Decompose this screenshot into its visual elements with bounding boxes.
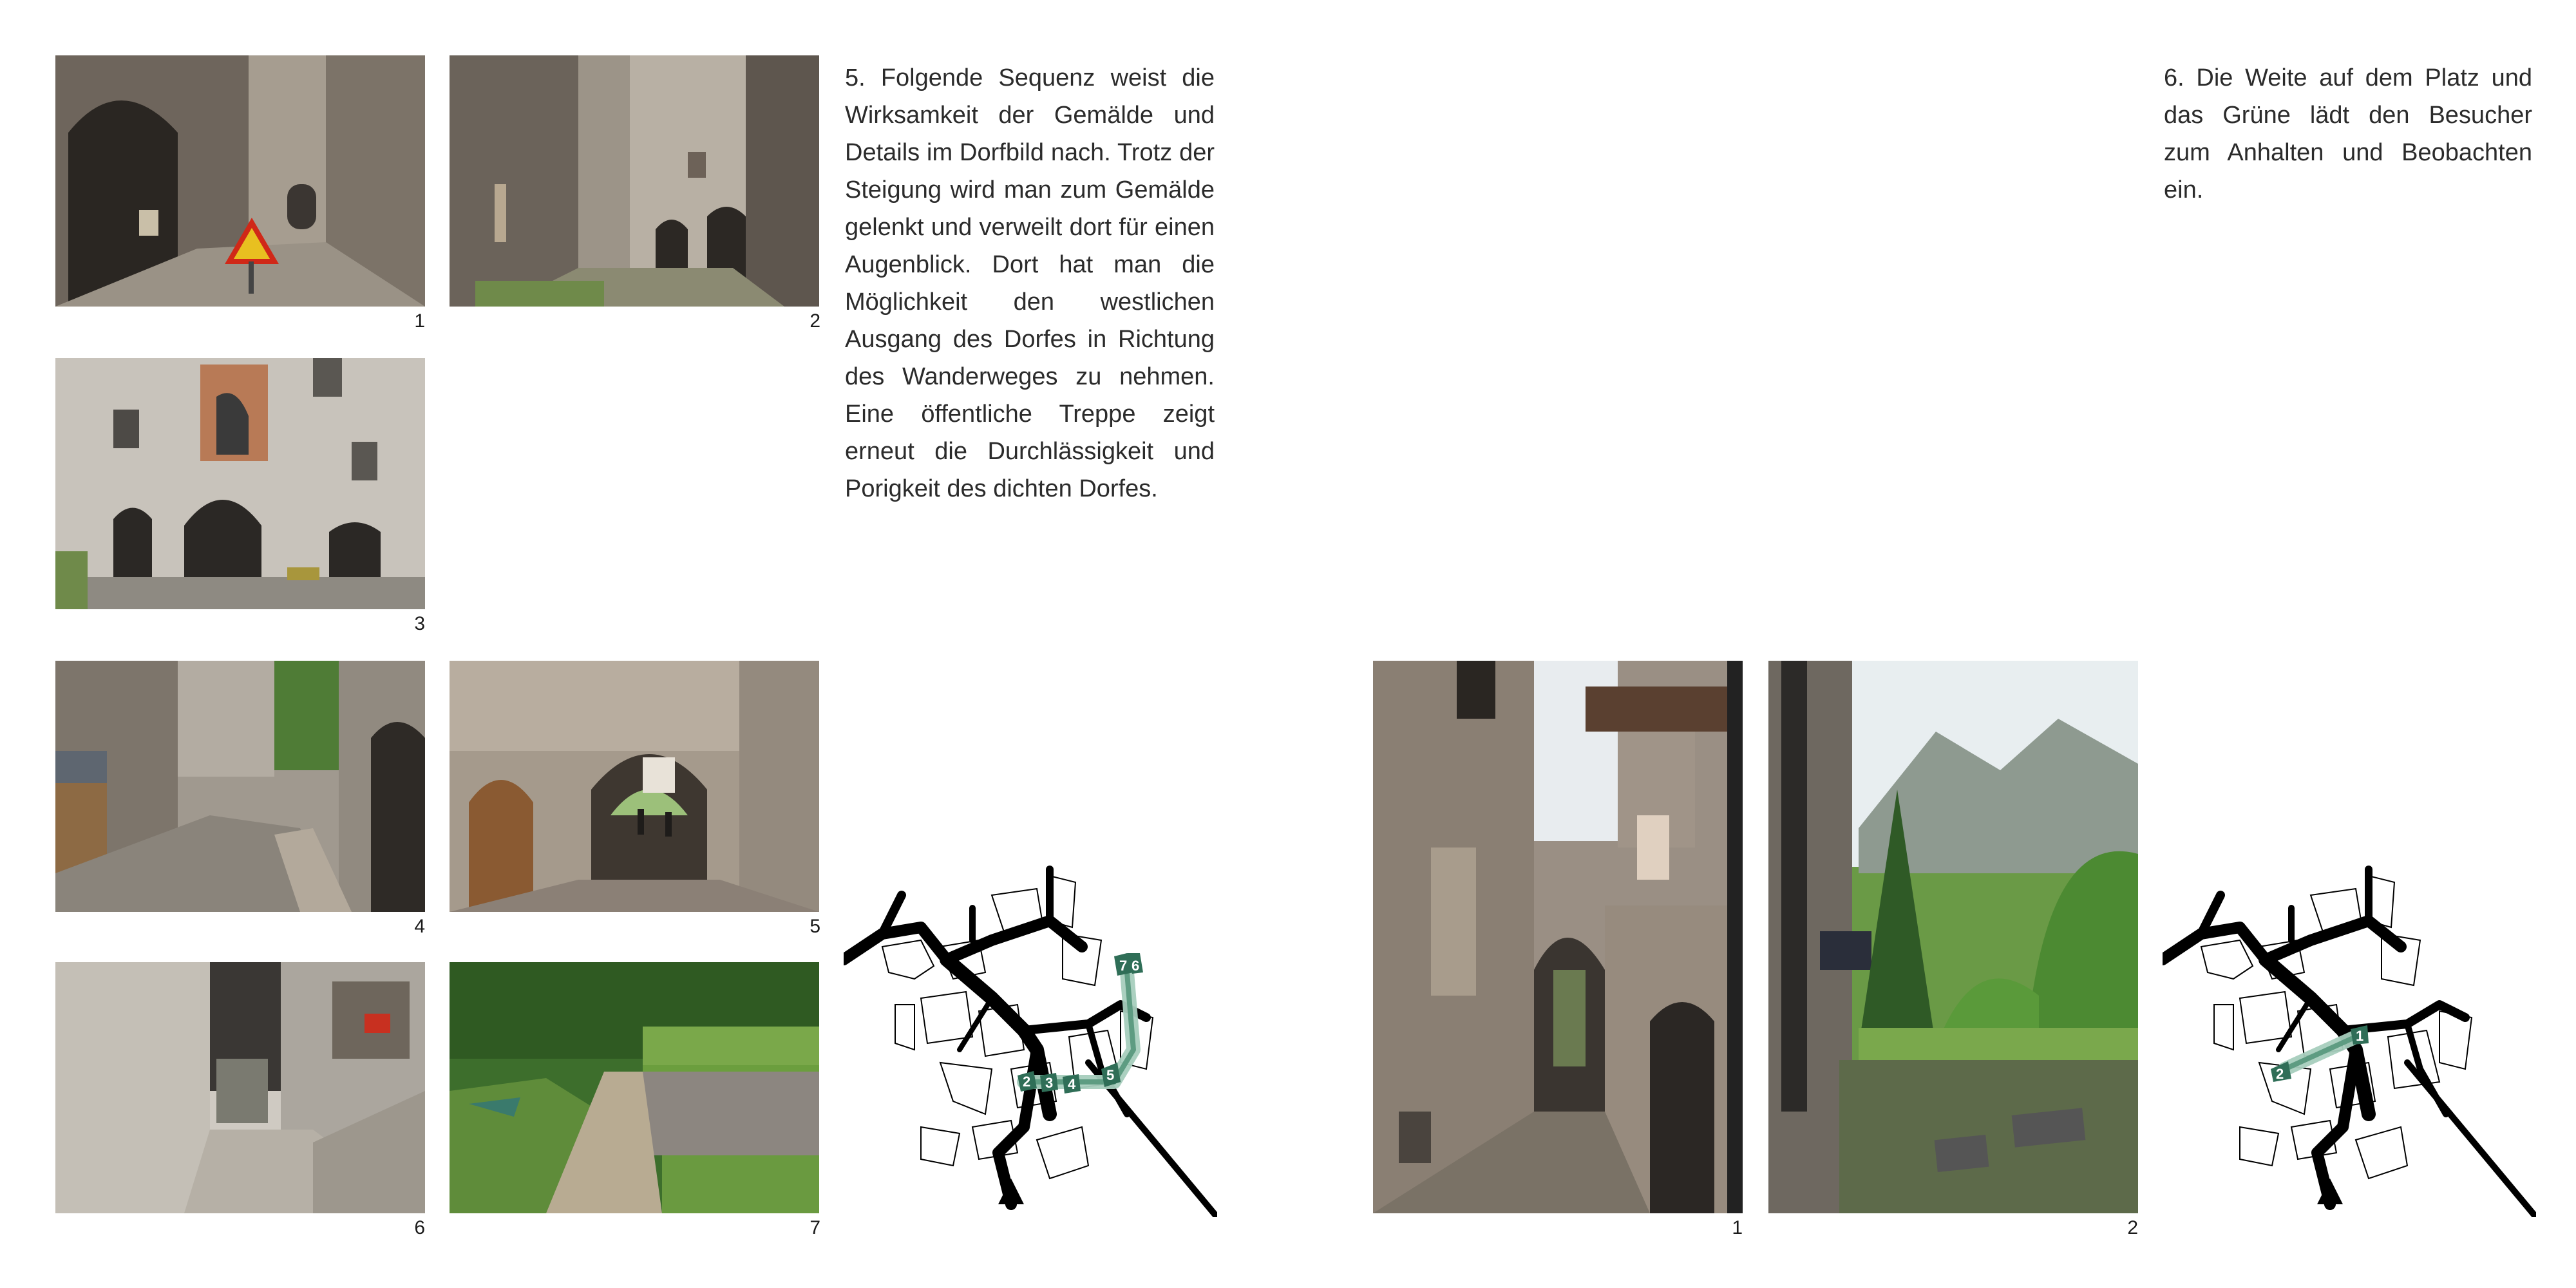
map-marker: 5 bbox=[1106, 1067, 1115, 1083]
photo-7-hiking-trail bbox=[450, 962, 819, 1213]
map-marker: 3 bbox=[1045, 1075, 1054, 1091]
map-marker: 1 bbox=[2356, 1028, 2364, 1044]
photo-number: 2 bbox=[810, 310, 820, 332]
village-map-route-5 bbox=[844, 857, 1217, 1217]
photo-6-public-stairs bbox=[55, 962, 425, 1213]
photo-5-arch-passage bbox=[450, 661, 819, 912]
map-marker: 4 bbox=[1068, 1076, 1076, 1092]
photo-2-stone-lane bbox=[450, 55, 819, 307]
paragraph-section-6: 6. Die Weite auf dem Platz und das Grüne lädt den Besucher zum Anhalten und Beobachten ein. bbox=[2164, 64, 2532, 204]
photo-number: 3 bbox=[414, 613, 425, 634]
photo-4-cobbled-slope bbox=[55, 661, 425, 912]
photo-number: 6 bbox=[414, 1217, 425, 1238]
photo-number: 7 bbox=[810, 1217, 820, 1238]
photo-number: 5 bbox=[810, 916, 820, 937]
photo-number: 4 bbox=[414, 916, 425, 937]
map-marker: 6 bbox=[1132, 958, 1140, 974]
photo-1-archway-alley bbox=[55, 55, 425, 307]
photo-number: 2 bbox=[2127, 1217, 2138, 1238]
paragraph-section-5: 5. Folgende Sequenz weist die Wirksamkeit der Gemälde und Details im Dorfbild nach. Trotz der Steigung wird man zum Gemälde gelenkt und verweilt dort für einen Augenblick. Dort hat man die Möglichkeit den westlichen Ausgang des Dorfes in Richtung des Wanderweges zu nehmen. Eine öffentliche Treppe zeigt erneut die Durchlässigkeit und Porigkeit des dichten Dorfes. bbox=[845, 64, 1215, 502]
photo-number: 1 bbox=[1732, 1217, 1743, 1238]
village-map-route-6 bbox=[2163, 857, 2536, 1217]
map-marker: 7 bbox=[1119, 958, 1128, 974]
map-marker: 2 bbox=[2276, 1066, 2284, 1082]
map-marker: 2 bbox=[1023, 1074, 1031, 1090]
photo-number: 1 bbox=[414, 310, 425, 332]
photo-r2-green-square bbox=[1768, 661, 2138, 1213]
photo-3-facade-painting bbox=[55, 358, 425, 609]
photo-r1-narrow-alley bbox=[1373, 661, 1743, 1213]
